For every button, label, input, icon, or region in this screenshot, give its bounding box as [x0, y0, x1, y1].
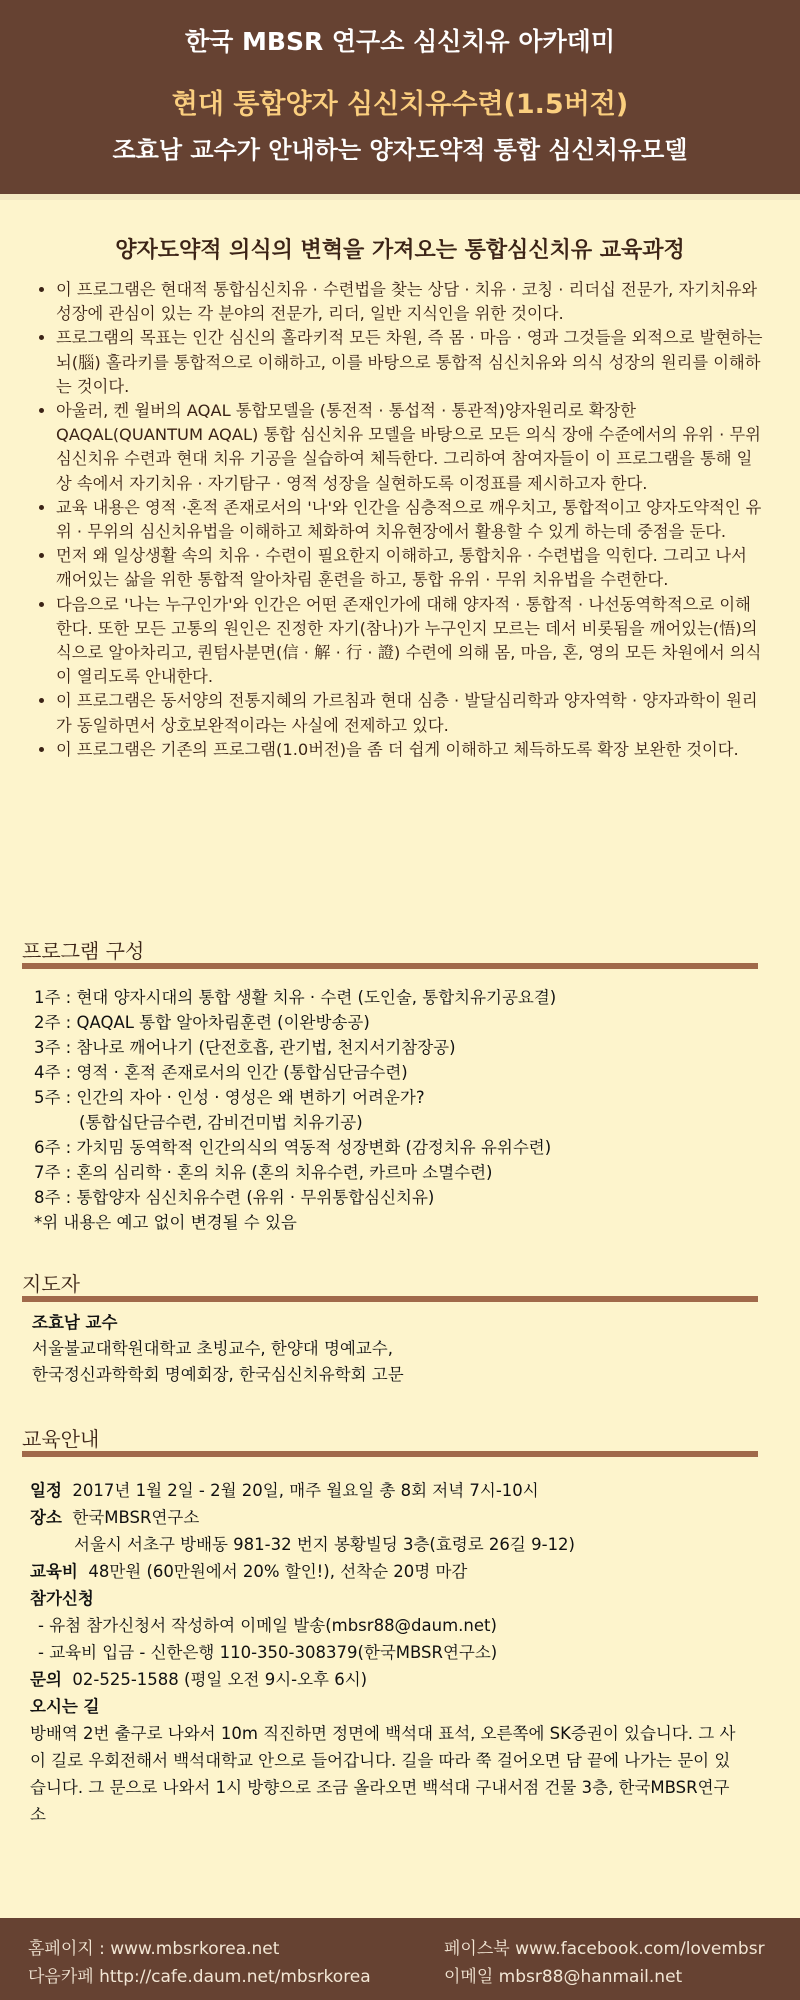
header-banner: [0, 0, 800, 200]
intro-bullet: • 먼저 왜 일상생활 속의 치유 · 수련이 필요한지 이해하고, 통합치유 · 수련법을 익힌다. 그리고 나서 깨어있는 삶을 위한 통합적 알아차림 훈련을 하고, 통합 유위 · 무위 치유법을 수련한다.: [56, 544, 766, 592]
apply-label: 참가신청: [30, 1589, 94, 1608]
fee-row: [30, 1558, 740, 1585]
contact-label: 문의: [30, 1670, 62, 1689]
schedule-label: 일정: [30, 1481, 62, 1500]
week-item: 1주 : 현대 양자시대의 통합 생활 치유 · 수련 (도인술, 통합치유기공요결): [34, 988, 557, 1007]
week-item: (통합십단금수련, 감비건미법 치유기공): [79, 1113, 363, 1132]
intro-heading: 양자도약적 의식의 변혁을 가져오는 통합심신치유 교육과정: [115, 238, 685, 263]
program-section-title: 프로그램 구성: [22, 939, 145, 963]
info-section-title: 교육안내: [22, 1427, 100, 1451]
facebook-link[interactable]: 페이스북 www.facebook.com/lovembsr: [444, 1939, 765, 1959]
info-block: [30, 1477, 740, 1720]
place-label: 장소: [30, 1508, 62, 1527]
apply-step: - 교육비 입금 - 신한은행 110-350-308379(한국MBSR연구소): [38, 1643, 498, 1662]
instructor-section-title: 지도자: [22, 1272, 80, 1296]
instructor-line: 서울불교대학원대학교 초빙교수, 한양대 명예교수,: [32, 1339, 393, 1358]
intro-bullet: • 이 프로그램은 현대적 통합심신치유 · 수련법을 찾는 상담 · 치유 · 코칭 · 리더십 전문가, 자기치유와 성장에 관심이 있는 각 분야의 전문가, 리더, 일반 지식인을 위한 것이다.: [56, 278, 766, 326]
week-item: 4주 : 영적 · 혼적 존재로서의 인간 (통합심단금수련): [34, 1063, 408, 1082]
schedule-row: [30, 1477, 740, 1504]
contact-value: 02-525-1588 (평일 오전 9시-오후 6시): [72, 1670, 368, 1689]
week-item: 2주 : QAQAL 통합 알아차림훈련 (이완방송공): [34, 1013, 370, 1032]
section-divider: [22, 963, 758, 969]
week-item: 5주 : 인간의 자아 · 인성 · 영성은 왜 변하기 어려운가?: [34, 1088, 425, 1107]
instructor-info: [32, 1310, 404, 1388]
instructor-line: 한국정신과학학회 명예회장, 한국심신치유학회 고문: [32, 1365, 404, 1384]
place-value: 한국MBSR연구소: [72, 1508, 200, 1527]
program-subtitle: 조효남 교수가 안내하는 양자도약적 통합 심신치유모델: [112, 136, 688, 164]
intro-bullet: • 다음으로 '나는 누구인가'와 인간은 어떤 존재인가에 대해 양자적 · 통합적 · 나선동역학적으로 이해한다. 또한 모든 고통의 원인은 진정한 자기(참나)가 누구인지 모르는 데서 비롯됨을 깨어있는(悟)의식으로 알아차리고, 퀀텀사분면(信 · 解 · 行 · 證) 수련에 의해 몸, 마음, 혼, 영의 모든 차원에서 의식이 열리도록 안내한다.: [56, 593, 766, 690]
schedule-value: 2017년 1월 2일 - 2월 20일, 매주 월요일 총 8회 저녁 7시-10시: [72, 1481, 539, 1500]
week-item: 7주 : 혼의 심리학 · 혼의 치유 (혼의 치유수련, 카르마 소멸수련): [34, 1163, 493, 1182]
intro-bullet: • 프로그램의 목표는 인간 심신의 홀라키적 모든 차원, 즉 몸 · 마음 · 영과 그것들을 외적으로 발현하는 뇌(腦) 홀라키를 통합적으로 이해하고, 이를 바탕으로 통합적 심신치유와 의식 성장의 원리를 이해하는 것이다.: [56, 326, 766, 399]
directions-text: 방배역 2번 출구로 나와서 10m 직진하면 정면에 백석대 표석, 오른쪽에 SK증권이 있습니다. 그 사이 길로 우회전해서 백석대학교 안으로 들어갑니다. 길을 따라 쭉 걸어오면 담 끝에 나가는 문이 있습니다. 그 문으로 나와서 1시 방향으로 조금 올라오면 백석대 구내서점 건물 3층, 한국MBSR연구소: [30, 1724, 736, 1824]
intro-bullet: • 이 프로그램은 기존의 프로그램(1.0버전)을 좀 더 쉽게 이해하고 체득하도록 확장 보완한 것이다.: [56, 738, 766, 762]
week-item: 8주 : 통합양자 심신치유수련 (유위 · 무위통합심신치유): [34, 1188, 435, 1207]
intro-bullet: • 이 프로그램은 동서양의 전통지혜의 가르침과 현대 심층 · 발달심리학과 양자역학 · 양자과학이 원리가 동일하면서 상호보완적이라는 사실에 전제하고 있다.: [56, 689, 766, 737]
homepage-link[interactable]: 홈페이지 : www.mbsrkorea.net: [28, 1939, 280, 1959]
cafe-link[interactable]: 다음카페 http://cafe.daum.net/mbsrkorea: [28, 1967, 371, 1987]
place-row: [30, 1504, 740, 1531]
directions-label: 오시는 길: [30, 1697, 100, 1716]
intro-bullet-list: [30, 278, 766, 762]
org-name: 한국 MBSR 연구소 심신치유 아카데미: [185, 27, 615, 56]
apply-step: - 유첨 참가신청서 작성하여 이메일 발송(mbsr88@daum.net): [38, 1616, 497, 1635]
section-divider: [22, 1296, 758, 1302]
week-item: 6주 : 가치밈 동역학적 인간의식의 역동적 성장변화 (감정치유 유위수련): [34, 1138, 552, 1157]
change-notice: *위 내용은 예고 없이 변경될 수 있음: [34, 1213, 297, 1232]
program-week-list: [34, 985, 556, 1235]
intro-bullet: • 교육 내용은 영적 ·혼적 존재로서의 '나'와 인간을 심층적으로 깨우치고, 통합적이고 양자도약적인 유위 · 무위의 심신치유법을 이해하고 체화하여 치유현장에서 활용할 수 있게 하는데 중점을 둔다.: [56, 496, 766, 544]
email-link[interactable]: 이메일 mbsr88@hanmail.net: [444, 1967, 683, 1987]
intro-bullet: • 아울러, 켄 윌버의 AQAL 통합모델을 (통전적 · 통섭적 · 통관적)양자원리로 확장한 QAQAL(QUANTUM AQAL) 통합 심신치유 모델을 바탕으로 모든 의식 장애 수준에서의 유위 · 무위 심신치유 수련과 현대 치유 기공을 실습하여 체득한다. 그리하여 참여자들이 이 프로그램을 통해 일상 속에서 자기치유 · 자기탐구 · 영적 성장을 실현하도록 이정표를 제시하고자 한다.: [56, 399, 766, 496]
fee-label: 교육비: [30, 1562, 78, 1581]
footer: [0, 1918, 800, 2000]
fee-value: 48만원 (60만원에서 20% 할인!), 선착순 20명 마감: [88, 1562, 468, 1581]
address: 서울시 서초구 방배동 981-32 번지 봉황빌딩 3층(효령로 26길 9-12): [74, 1535, 575, 1554]
section-divider: [22, 1451, 758, 1457]
instructor-name: 조효남 교수: [32, 1313, 118, 1332]
contact-row: [30, 1666, 740, 1693]
program-title: 현대 통합양자 심신치유수련(1.5버전): [171, 89, 629, 120]
week-item: 3주 : 참나로 깨어나기 (단전호흡, 관기법, 천지서기참장공): [34, 1038, 456, 1057]
